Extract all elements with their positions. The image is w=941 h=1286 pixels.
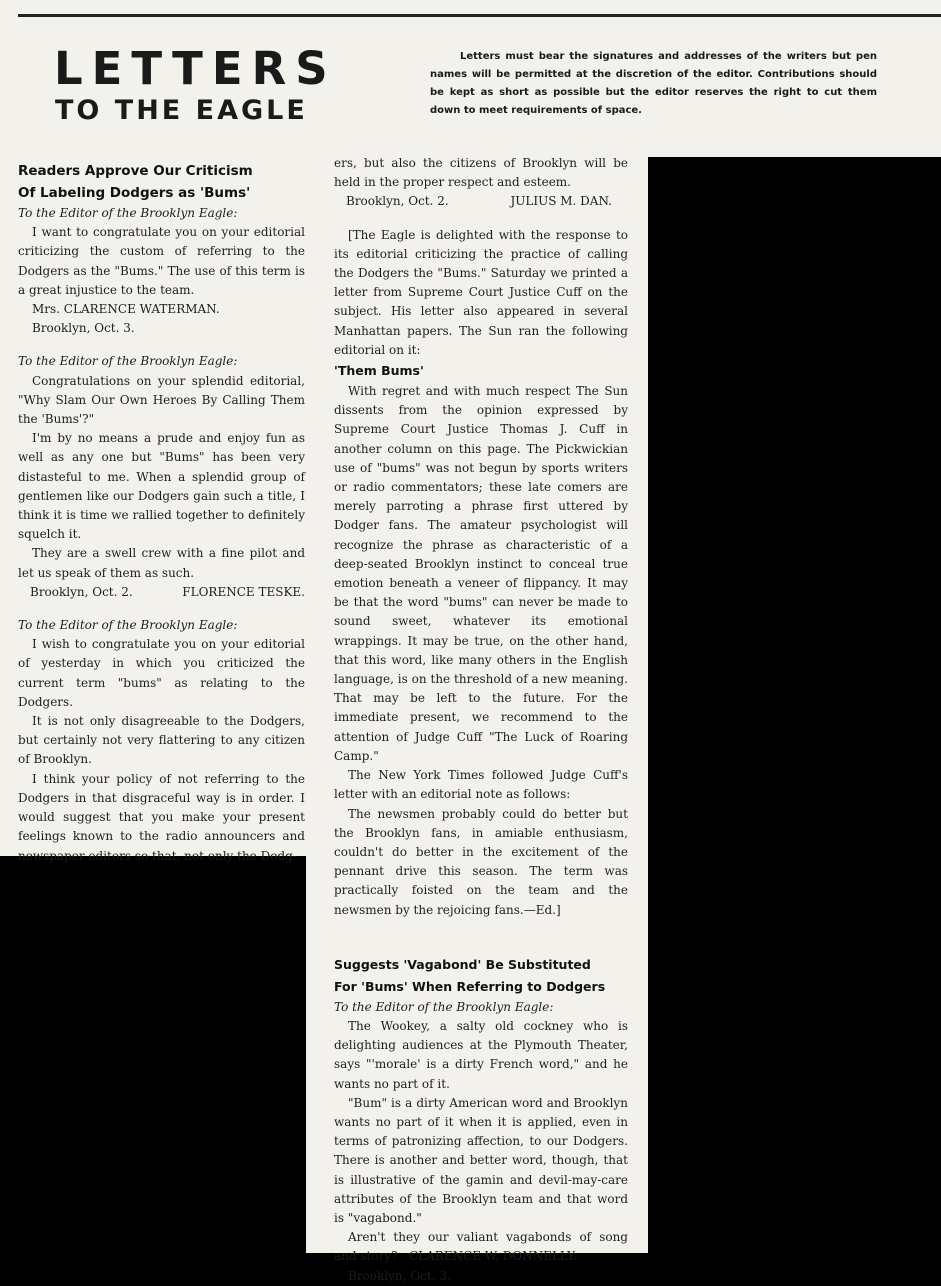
headline-readers-approve: Readers Approve Our Criticism Of Labeling Dodgers as 'Bums' (18, 163, 253, 201)
editorial-notice: Letters must bear the signatures and addresses of the writers but pen names will be permitted at the discretion of the editor. Contributions should be kept as short as possible but the editor reserves the right to cut them down to meet requirements of space. (430, 51, 877, 116)
masthead-title: LETTERS (54, 42, 337, 95)
letter-signature-line (346, 192, 612, 211)
sun-editorial: With regret and with much respect The Sun dissents from the opinion expressed by Supreme Court Justice Thomas J. Cuff in another column on this page. The Pickwickian use of "bums" was not begun by sports writers or radio commentators; these late comers are merely parroting a phrase first uttered by Dodger fans. The amateur psychologist will recognize the phrase as characteristic of a deep-seated Brooklyn instinct to conceal true emotion beneath a veneer of flippancy. It may be that the word "bums" can never be made to sound sweet, whatever its emotional wrappings. It may be true, on the other hand, that this word, like many others in the English language, is on the threshold of a new meaning. That may be left to the future. For the immediate present, we recommend to the attention of Judge Cuff "The Luck of Roaring Camp." (334, 384, 628, 763)
letter-signature: JULIUS M. DAN. (510, 194, 612, 209)
letter-place-date: Brooklyn, Oct. 2. (346, 194, 449, 209)
letter-signature: CLARENCE W. DONNELLY. (409, 1249, 578, 1264)
letter-paragraph: I'm by no means a prude and enjoy fun as well as any one but "Bums" has been very distasteful to me. When a splendid group of gentlemen like our Dodgers gain such a title, I think it is time we rallied together to definitely squelch it. (18, 431, 305, 542)
top-rule (18, 14, 941, 17)
letter-signature: FLORENCE TESKE. (182, 584, 305, 599)
column-middle (334, 154, 628, 1286)
letter-place-date: Brooklyn, Oct. 2. (30, 584, 133, 599)
times-intro: The New York Times followed Judge Cuff's letter with an editorial note as follows: (334, 768, 628, 802)
letter-paragraph: Congratulations on your splendid editorial, "Why Slam Our Own Heroes By Calling Them the 'Bums'?" (18, 373, 305, 427)
letter-place-date: Brooklyn, Oct. 3. (348, 1268, 451, 1283)
letter-paragraph: I think your policy of not referring to the Dodgers in that disgraceful way is in order. I would suggest that you make your present feelings known to the radio announcers and newspaper editors so that, not only the Dodg- (18, 771, 305, 863)
letter-paragraph: Aren't they our valiant vagabonds of song and story? CLARENCE W. DONNELLY. (334, 1230, 628, 1264)
masthead-subtitle: TO THE EAGLE (55, 95, 308, 126)
headline-vagabond: Suggests 'Vagabond' Be Substituted For 'Bums' When Referring to Dodgers (334, 956, 606, 994)
letter-paragraph: I want to congratulate you on your editorial criticizing the custom of referring to the Dodgers as the "Bums." The use of this term is a great injustice to the team. (18, 225, 305, 297)
letter-paragraph: The Wookey, a salty old cockney who is delighting audiences at the Plymouth Theater, says "'morale' is a dirty French word," and he wants no part of it. (334, 1018, 628, 1091)
letter-paragraph: "Bum" is a dirty American word and Brooklyn wants no part of it when it is applied, even in terms of patronizing affection, to our Dodgers. There is another and better word, though, that is illustrative of the gamin and devil-may-care attributes of the Brooklyn team and that word is "vagabond." (334, 1095, 628, 1225)
letter-continuation: ers, but also the citizens of Brooklyn will be held in the proper respect and esteem. (334, 156, 628, 190)
salutation: To the Editor of the Brooklyn Eagle: (18, 618, 238, 633)
letter-signature-line (30, 583, 305, 602)
salutation: To the Editor of the Brooklyn Eagle: (18, 354, 238, 369)
letter-paragraph: It is not only disagreeable to the Dodgers, but certainly not very flattering to any citizen of Brooklyn. (18, 714, 305, 767)
letter-paragraph: I wish to congratulate you on your editorial of yesterday in which you criticized the current term "bums" as relating to the Dodgers. (18, 637, 305, 709)
times-editorial: The newsmen probably could do better but the Brooklyn fans, in amiable enthusiasm, couldn't do better in the excitement of the pennant drive this season. The term was practically foisted on the team and the newsmen by the rejoicing fans.—Ed.] (334, 806, 628, 917)
editor-note: [The Eagle is delighted with the response to its editorial criticizing the practice of calling the Dodgers the "Bums." Saturday we printed a letter from Supreme Court Justice Cuff on the subject. His letter also appeared in several Manhattan papers. The Sun ran the following editorial on it: (334, 227, 628, 357)
salutation: To the Editor of the Brooklyn Eagle: (18, 206, 238, 220)
letter-paragraph: They are a swell crew with a fine pilot and let us speak of them as such. (18, 546, 305, 580)
salutation: To the Editor of the Brooklyn Eagle: (334, 999, 554, 1014)
column-left (18, 160, 305, 866)
letter-place-date: Brooklyn, Oct. 3. (32, 321, 135, 336)
letter-signature: Mrs. CLARENCE WATERMAN. (32, 302, 220, 317)
subhead-them-bums: 'Them Bums' (334, 363, 424, 379)
